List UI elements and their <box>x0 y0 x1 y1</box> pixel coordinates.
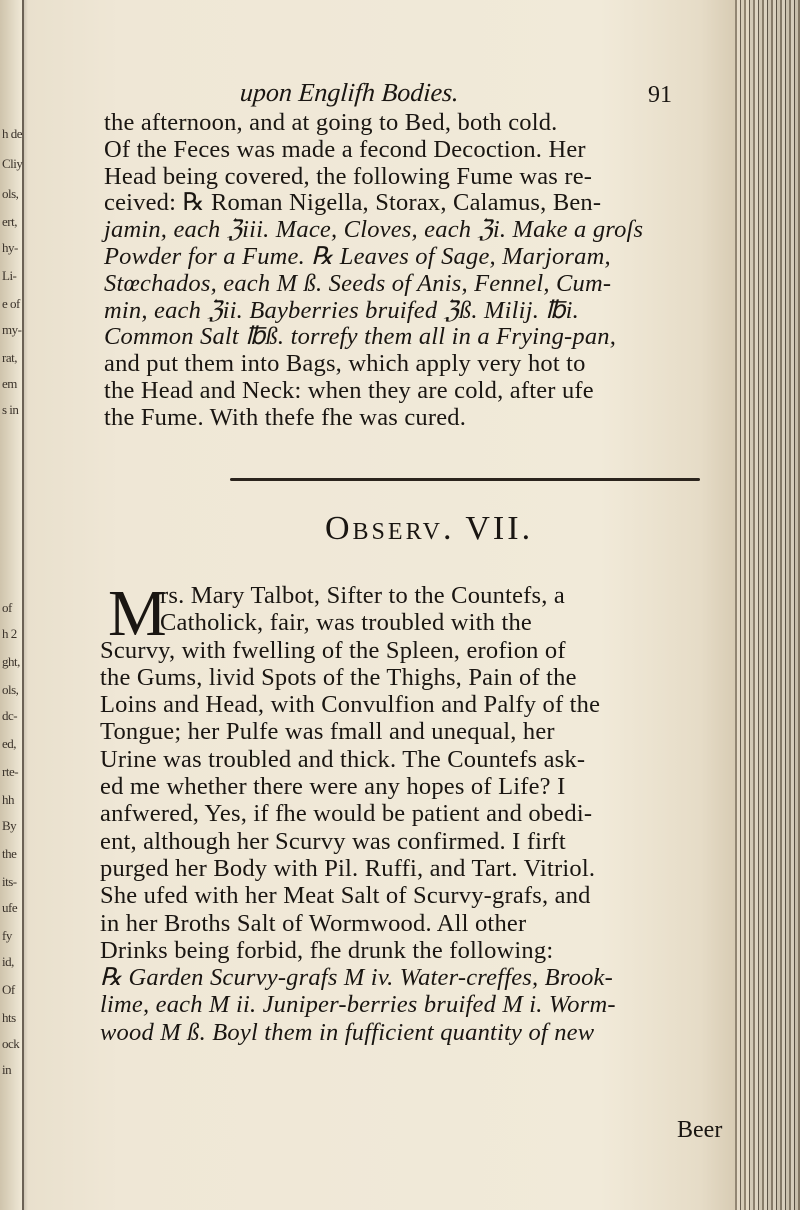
text-line: She ufed with her Meat Salt of Scurvy-grafs, and <box>100 882 591 910</box>
observation-body <box>100 577 720 1046</box>
text-line: ed me whether there were any hopes of Life? I <box>100 773 566 801</box>
margin-fragment: ols, <box>2 682 19 697</box>
page-edges <box>735 0 800 1210</box>
margin-fragment: fy <box>2 928 12 943</box>
text-line: ceived: ℞ Roman Nigella, Storax, Calamus, Ben- <box>104 189 602 217</box>
margin-fragment: ufe <box>2 900 18 915</box>
previous-page-margin <box>0 0 36 1210</box>
text-line: the Fume. With thefe fhe was cured. <box>104 403 467 431</box>
observation-title: Observ. VII. <box>325 510 534 547</box>
text-line: Urine was troubled and thick. The Countefs ask- <box>100 745 586 773</box>
margin-fragment: ert, <box>2 214 17 229</box>
section-rule <box>230 478 700 481</box>
text-line: min, each ℨii. Bayberries bruifed ℨß. Milij. ℔i. <box>104 296 579 324</box>
running-head: upon Englifh Bodies. <box>239 78 460 107</box>
text-line: Scurvy, with fwelling of the Spleen, erofion of <box>100 636 566 664</box>
text-line: rs. Mary Talbot, Sifter to the Countefs, a <box>160 582 565 609</box>
margin-fragment: hy- <box>2 240 18 255</box>
margin-fragment: of <box>2 600 12 615</box>
text-line: anfwered, Yes, if fhe would be patient and obedi- <box>100 800 593 828</box>
page-header <box>100 70 740 110</box>
margin-fragment: h 2 <box>2 626 17 641</box>
text-line: Common Salt ℔ß. torrefy them all in a Frying-pan, <box>104 323 617 351</box>
margin-fragment: id, <box>2 954 14 969</box>
margin-fragment: ed, <box>2 736 17 751</box>
text-line: Loins and Head, with Convulfion and Palfy of the <box>100 691 601 719</box>
page-number: 91 <box>648 82 672 108</box>
text-line: the Head and Neck: when they are cold, after ufe <box>104 376 594 404</box>
margin-fragment: its- <box>2 874 17 889</box>
book-page <box>100 70 740 1143</box>
text-line: ent, although her Scurvy was confirmed. I firft <box>100 827 566 855</box>
margin-fragment: em <box>2 376 17 391</box>
margin-fragment: Cliy <box>2 156 23 171</box>
text-line: Head being covered, the following Fume was re- <box>104 162 593 190</box>
text-line: purged her Body with Pil. Ruffi, and Tart. Vitriol. <box>100 854 596 882</box>
text-line: the Gums, livid Spots of the Thighs, Pain of the <box>100 663 577 691</box>
margin-fragment: Of <box>2 982 15 997</box>
text-line: Stœchados, each M ß. Seeds of Anis, Fennel, Cum- <box>104 269 612 297</box>
drop-capital: M <box>108 577 167 650</box>
text-line: Catholick, fair, was troubled with the <box>160 609 532 637</box>
margin-fragment: rat, <box>2 350 17 365</box>
margin-fragment: Li- <box>2 268 17 283</box>
margin-fragment: ght, <box>2 654 20 669</box>
margin-fragment: By <box>2 818 17 833</box>
margin-fragment: dc- <box>2 708 18 723</box>
text-line: Powder for a Fume. ℞ Leaves of Sage, Marjoram, <box>104 242 611 270</box>
margin-fragment: in <box>2 1062 12 1077</box>
text-line: ℞ Garden Scurvy-grafs M iv. Water-creffes, Brook- <box>100 964 613 992</box>
margin-fragment: e of <box>2 296 20 311</box>
margin-fragment: h de <box>2 126 23 141</box>
margin-fragment: the <box>2 846 17 861</box>
margin-fragment: ock <box>2 1036 20 1051</box>
text-line: Drinks being forbid, fhe drunk the following: <box>100 936 554 964</box>
text-line: Of the Feces was made a fecond Decoction. Her <box>104 135 586 163</box>
text-line: Tongue; her Pulfe was fmall and unequal, her <box>100 718 555 746</box>
text-line: wood M ß. Boyl them in fufficient quantity of new <box>100 1018 595 1046</box>
margin-fragment: hh <box>2 792 14 807</box>
text-line: lime, each M ii. Juniper-berries bruifed M i. Worm- <box>100 991 616 1019</box>
text-line: the afternoon, and at going to Bed, both cold. <box>104 109 558 136</box>
text-line: jamin, each ℨiii. Mace, Cloves, each ℨi. Make a groſs <box>104 216 644 244</box>
margin-fragment: my- <box>2 322 22 337</box>
margin-fragment: hts <box>2 1010 16 1025</box>
paragraph-recipe <box>104 110 716 432</box>
text-line: in her Broths Salt of Wormwood. All other <box>100 909 527 937</box>
margin-fragment: rte- <box>2 764 19 779</box>
catchword: Beer <box>677 1117 723 1143</box>
margin-fragment: s in <box>2 402 19 417</box>
text-line: and put them into Bags, which apply very hot to <box>104 350 586 378</box>
margin-fragment: ols, <box>2 186 19 201</box>
